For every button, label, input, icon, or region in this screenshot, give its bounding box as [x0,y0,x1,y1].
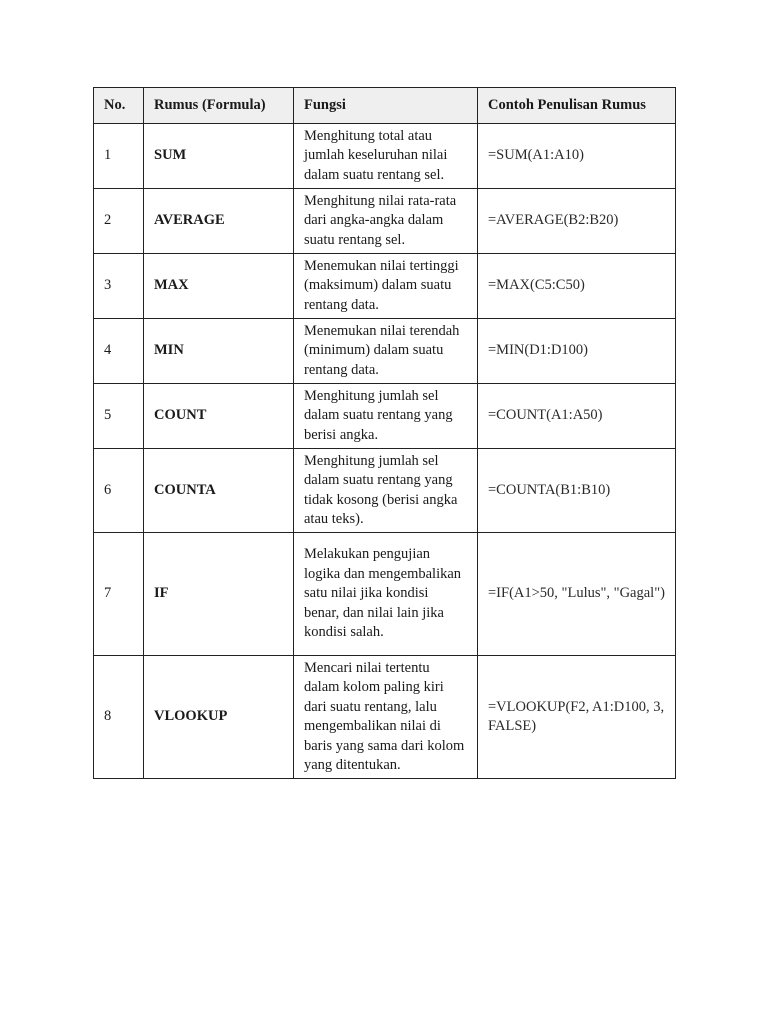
formula-name: AVERAGE [144,189,294,254]
header-example: Contoh Penulisan Rumus [478,88,676,124]
table-row [94,319,676,384]
table-row [94,533,676,656]
row-number: 7 [94,533,144,656]
formula-function: Menghitung nilai rata-rata dari angka-angka dalam suatu rentang sel. [294,189,478,254]
formula-name: MAX [144,254,294,319]
row-number: 1 [94,124,144,189]
row-number: 5 [94,384,144,449]
formula-example: =COUNT(A1:A50) [478,384,676,449]
row-number: 6 [94,449,144,533]
formula-name: VLOOKUP [144,656,294,779]
row-number: 4 [94,319,144,384]
header-function: Fungsi [294,88,478,124]
formula-function: Menemukan nilai terendah (minimum) dalam suatu rentang data. [294,319,478,384]
formula-name: MIN [144,319,294,384]
table-header [94,88,676,124]
formula-function: Mencari nilai tertentu dalam kolom paling kiri dari suatu rentang, lalu mengembalikan nilai di baris yang sama dari kolom yang ditentukan. [294,656,478,779]
table-row [94,384,676,449]
formula-example: =IF(A1>50, "Lulus", "Gagal") [478,533,676,656]
row-number: 3 [94,254,144,319]
formula-example: =MIN(D1:D100) [478,319,676,384]
formula-example: =VLOOKUP(F2, A1:D100, 3, FALSE) [478,656,676,779]
formula-example: =COUNTA(B1:B10) [478,449,676,533]
table-row [94,449,676,533]
row-number: 2 [94,189,144,254]
table-row [94,189,676,254]
table-row [94,124,676,189]
formula-example: =MAX(C5:C50) [478,254,676,319]
formula-name: COUNT [144,384,294,449]
formula-function: Menghitung jumlah sel dalam suatu rentang yang berisi angka. [294,384,478,449]
formula-name: COUNTA [144,449,294,533]
formula-example: =SUM(A1:A10) [478,124,676,189]
formula-table [93,87,676,779]
formula-function: Menghitung jumlah sel dalam suatu rentang yang tidak kosong (berisi angka atau teks). [294,449,478,533]
formula-name: SUM [144,124,294,189]
table-body [94,124,676,779]
header-no: No. [94,88,144,124]
formula-function: Menemukan nilai tertinggi (maksimum) dalam suatu rentang data. [294,254,478,319]
formula-function: Menghitung total atau jumlah keseluruhan nilai dalam suatu rentang sel. [294,124,478,189]
row-number: 8 [94,656,144,779]
table-row [94,254,676,319]
header-row [94,88,676,124]
formula-example: =AVERAGE(B2:B20) [478,189,676,254]
formula-function: Melakukan pengujian logika dan mengembalikan satu nilai jika kondisi benar, dan nilai lain jika kondisi salah. [294,533,478,656]
table-row [94,656,676,779]
formula-name: IF [144,533,294,656]
header-formula-name: Rumus (Formula) [144,88,294,124]
